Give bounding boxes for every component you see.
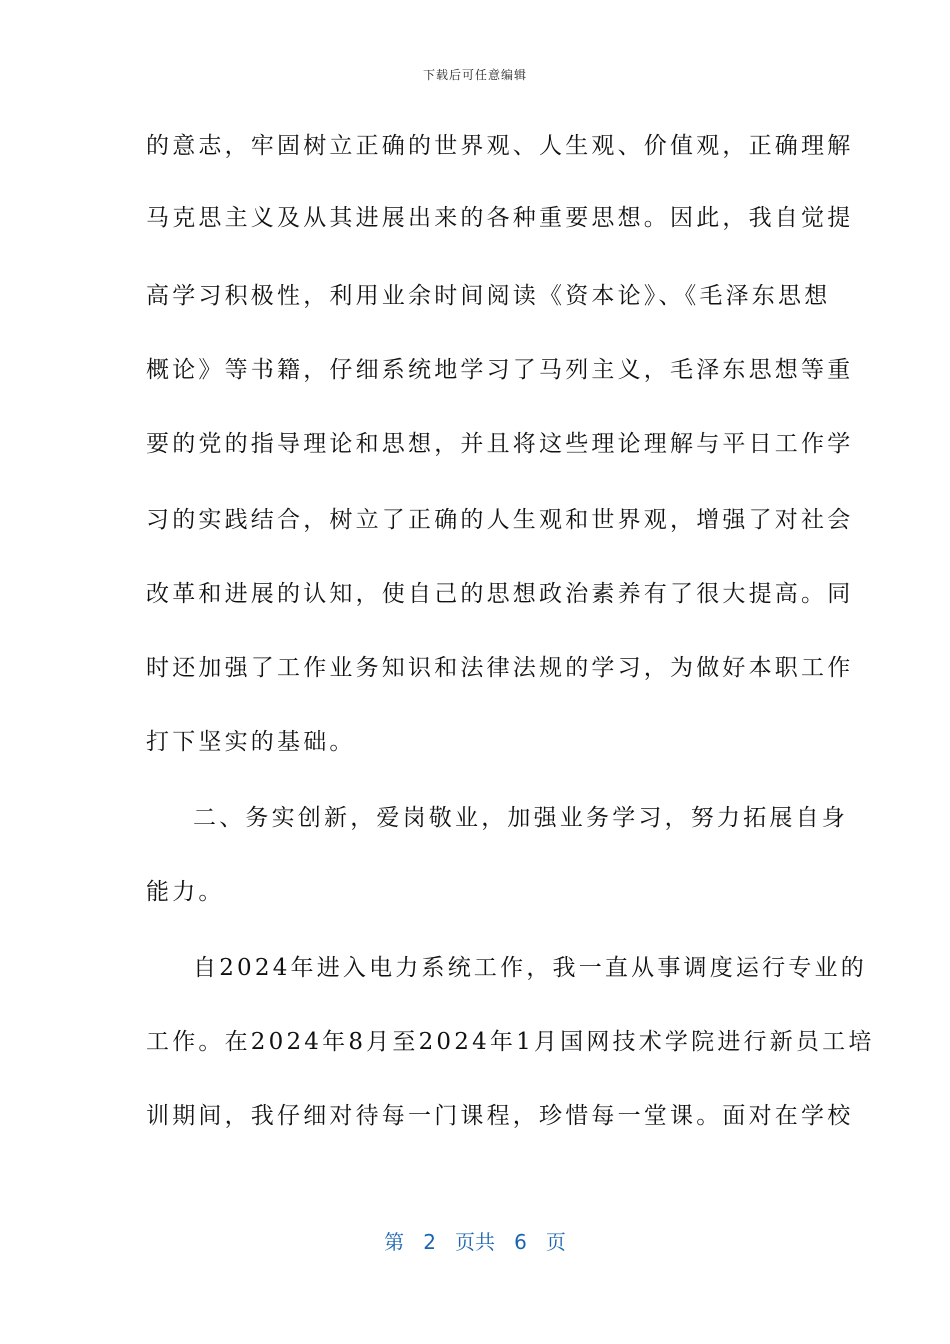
body-line: 概论》等书籍，仔细系统地学习了马列主义，毛泽东思想等重 [146,357,854,383]
page-label-middle: 页共 [455,1230,495,1254]
body-line: 训期间，我仔细对待每一门课程，珍惜每一堂课。面对在学校 [146,1103,854,1129]
page-header: 下载后可任意编辑 [422,68,527,82]
body-line: 马克思主义及从其进展出来的各种重要思想。因此，我自觉提 [146,205,854,231]
current-page-number: 2 [423,1230,436,1254]
page-label-prefix: 第 [384,1230,405,1254]
body-line: 习的实践结合，树立了正确的人生观和世界观，增强了对社会 [146,507,854,533]
body-line: 工作。在2024年8月至2024年1月国网技术学院进行新员工培 [146,1029,875,1055]
body-line: 改革和进展的认知，使自己的思想政治素养有了很大提高。同 [146,581,854,607]
page-footer [0,1226,950,1255]
page-label-suffix: 页 [545,1230,566,1254]
body-line: 高学习积极性，利用业余时间阅读《资本论》、《毛泽东思想 [146,283,831,309]
total-pages-number: 6 [514,1230,527,1254]
paragraph-start-line: 自2024年进入电力系统工作，我一直从事调度运行专业的 [193,955,867,981]
body-line: 打下坚实的基础。 [146,729,356,755]
body-line: 要的党的指导理论和思想，并且将这些理论理解与平日工作学 [146,431,854,457]
body-line: 能力。 [146,879,225,905]
body-line: 时还加强了工作业务知识和法律法规的学习，为做好本职工作 [146,655,854,681]
section-heading: 二、务实创新，爱岗敬业，加强业务学习，努力拓展自身 [193,805,848,831]
body-line: 的意志，牢固树立正确的世界观、人生观、价值观，正确理解 [146,133,854,159]
